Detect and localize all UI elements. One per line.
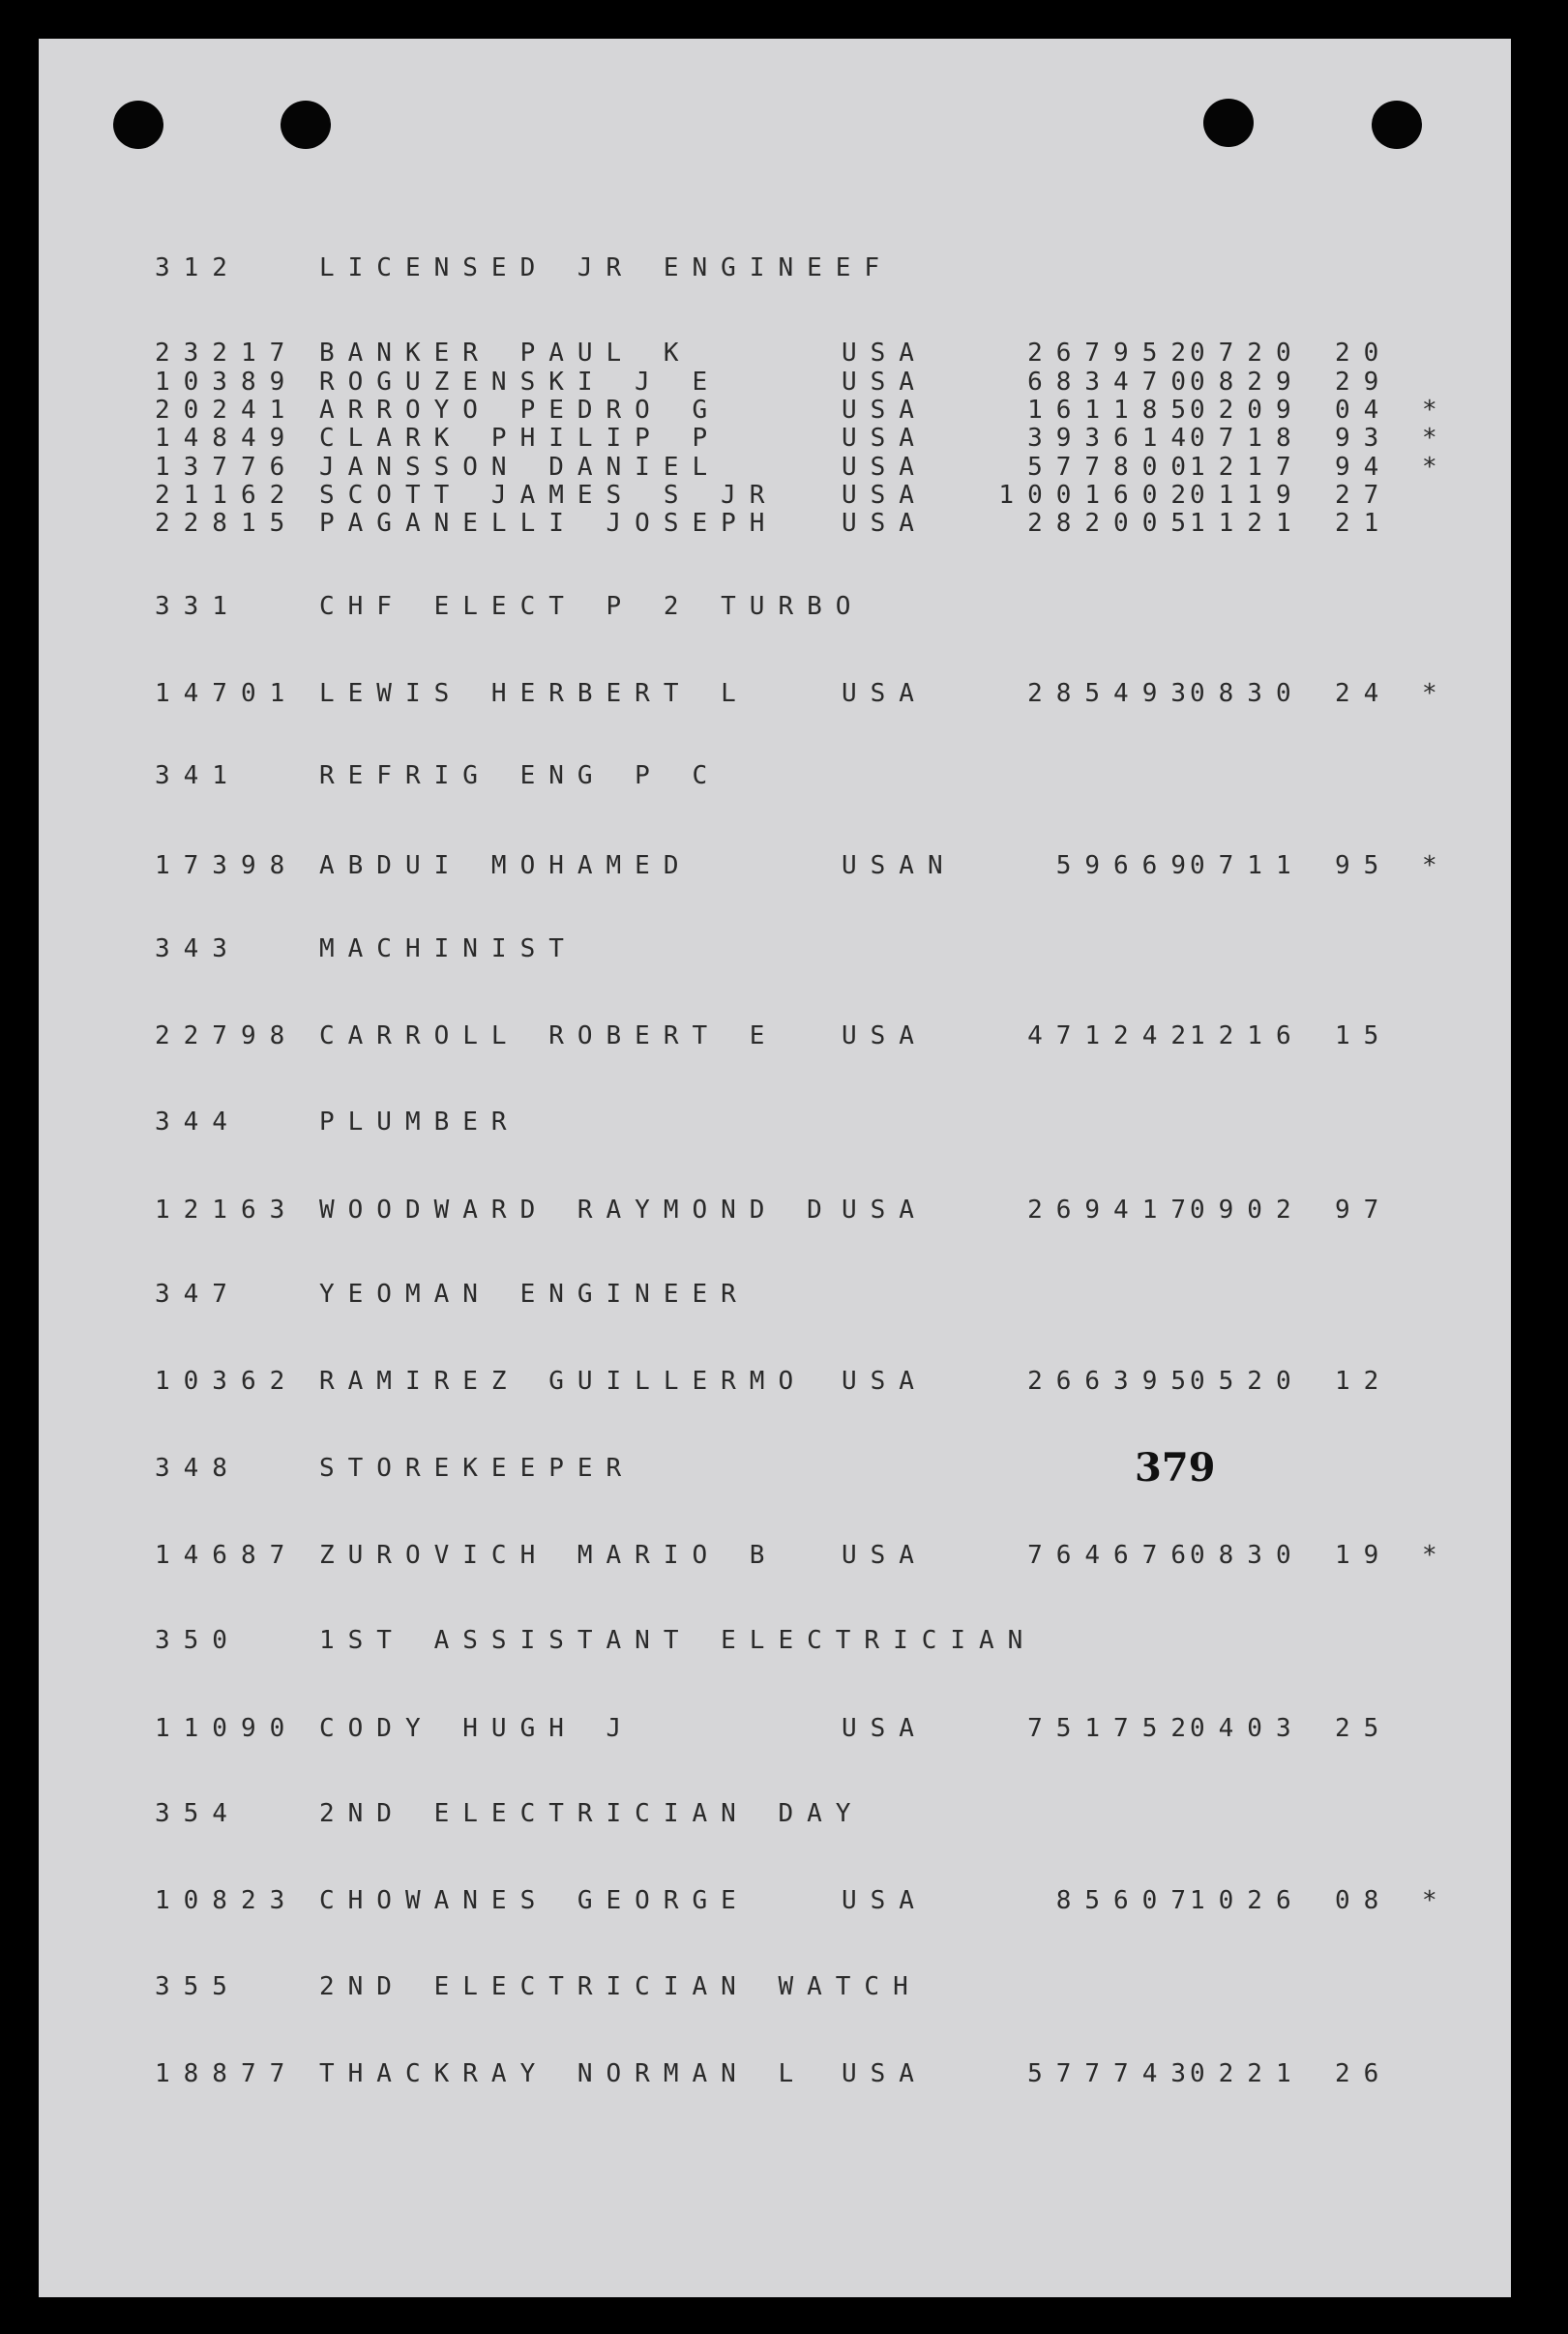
section-header bbox=[39, 761, 1511, 794]
value-code: 12 bbox=[1335, 1367, 1393, 1396]
value-code: 24 bbox=[1335, 679, 1393, 708]
date-code: 0221 bbox=[1190, 2059, 1305, 2088]
crew-row bbox=[39, 1021, 1511, 1054]
crew-id: 21162 bbox=[155, 481, 299, 510]
nationality: USA bbox=[842, 509, 928, 538]
value-code: 26 bbox=[1335, 2059, 1393, 2088]
asterisk-mark: * bbox=[1422, 1886, 1437, 1915]
document-number: 161185 bbox=[1027, 396, 1199, 425]
document-number: 577800 bbox=[1027, 453, 1199, 482]
crew-id: 23217 bbox=[155, 339, 299, 368]
asterisk-mark: * bbox=[1422, 453, 1437, 482]
value-code: 29 bbox=[1335, 368, 1393, 397]
crew-name: WOODWARD RAYMOND D bbox=[319, 1196, 836, 1225]
document-number: 471242 bbox=[1027, 1021, 1199, 1050]
value-code: 15 bbox=[1335, 1021, 1393, 1050]
crew-row bbox=[39, 1541, 1511, 1574]
crew-id: 18877 bbox=[155, 2059, 299, 2088]
nationality: USA bbox=[842, 396, 928, 425]
job-title: STOREKEEPER bbox=[319, 1454, 636, 1483]
section-header bbox=[39, 253, 1511, 286]
value-code: 97 bbox=[1335, 1196, 1393, 1225]
job-title: LICENSED JR ENGINEEF bbox=[319, 253, 894, 282]
nationality: USA bbox=[842, 1714, 928, 1743]
nationality: USA bbox=[842, 368, 928, 397]
section-header bbox=[39, 1626, 1511, 1659]
punch-hole-4 bbox=[1372, 101, 1422, 149]
nationality: USA bbox=[842, 1196, 928, 1225]
crew-name: JANSSON DANIEL bbox=[319, 453, 722, 482]
job-code: 347 bbox=[155, 1280, 241, 1309]
asterisk-mark: * bbox=[1422, 679, 1437, 708]
value-code: 94 bbox=[1335, 453, 1393, 482]
date-code: 1217 bbox=[1190, 453, 1305, 482]
crew-name: LEWIS HERBERT L bbox=[319, 679, 750, 708]
crew-name: CLARK PHILIP P bbox=[319, 424, 722, 453]
crew-name: SCOTT JAMES S JR bbox=[319, 481, 779, 510]
crew-id: 10362 bbox=[155, 1367, 299, 1396]
section-header bbox=[39, 1108, 1511, 1140]
date-code: 0711 bbox=[1190, 851, 1305, 880]
document-number: 282005 bbox=[1027, 509, 1199, 538]
value-code: 19 bbox=[1335, 1541, 1393, 1570]
crew-row bbox=[39, 679, 1511, 712]
document-number: 1001602 bbox=[998, 481, 1199, 510]
document-page bbox=[39, 39, 1511, 2297]
nationality: USA bbox=[842, 679, 928, 708]
document-number: 269417 bbox=[1027, 1196, 1199, 1225]
job-code: 348 bbox=[155, 1454, 241, 1483]
crew-id: 14849 bbox=[155, 424, 299, 453]
date-code: 0830 bbox=[1190, 1541, 1305, 1570]
crew-id: 22815 bbox=[155, 509, 299, 538]
job-title: REFRIG ENG P C bbox=[319, 761, 722, 790]
crew-name: PAGANELLI JOSEPH bbox=[319, 509, 779, 538]
asterisk-mark: * bbox=[1422, 396, 1437, 425]
job-title: YEOMAN ENGINEER bbox=[319, 1280, 750, 1309]
crew-id: 13776 bbox=[155, 453, 299, 482]
crew-row bbox=[39, 339, 1511, 371]
crew-row bbox=[39, 424, 1511, 457]
section-header bbox=[39, 592, 1511, 625]
job-code: 344 bbox=[155, 1108, 241, 1137]
asterisk-mark: * bbox=[1422, 851, 1437, 880]
asterisk-mark: * bbox=[1422, 424, 1437, 453]
date-code: 0720 bbox=[1190, 339, 1305, 368]
value-code: 95 bbox=[1335, 851, 1393, 880]
document-number: 577743 bbox=[1027, 2059, 1199, 2088]
crew-id: 14701 bbox=[155, 679, 299, 708]
punch-hole-2 bbox=[281, 101, 331, 149]
job-code: 350 bbox=[155, 1626, 241, 1655]
document-number: 266395 bbox=[1027, 1367, 1199, 1396]
value-code: 04 bbox=[1335, 396, 1393, 425]
date-code: 0119 bbox=[1190, 481, 1305, 510]
document-number: 683470 bbox=[1027, 368, 1199, 397]
nationality: USA bbox=[842, 2059, 928, 2088]
date-code: 0209 bbox=[1190, 396, 1305, 425]
date-code: 0902 bbox=[1190, 1196, 1305, 1225]
document-number: 85607 bbox=[1055, 1886, 1199, 1915]
crew-row bbox=[39, 1886, 1511, 1919]
value-code: 21 bbox=[1335, 509, 1393, 538]
section-header bbox=[39, 1799, 1511, 1832]
crew-name: BANKER PAUL K bbox=[319, 339, 693, 368]
crew-row bbox=[39, 1367, 1511, 1400]
crew-id: 17398 bbox=[155, 851, 299, 880]
crew-id: 10389 bbox=[155, 368, 299, 397]
crew-name: CODY HUGH J bbox=[319, 1714, 636, 1743]
job-code: 354 bbox=[155, 1799, 241, 1828]
value-code: 27 bbox=[1335, 481, 1393, 510]
document-number: 751752 bbox=[1027, 1714, 1199, 1743]
crew-id: 20241 bbox=[155, 396, 299, 425]
date-code: 0829 bbox=[1190, 368, 1305, 397]
asterisk-mark: * bbox=[1422, 1541, 1437, 1570]
document-number: 764676 bbox=[1027, 1541, 1199, 1570]
crew-name: CHOWANES GEORGE bbox=[319, 1886, 750, 1915]
nationality: USA bbox=[842, 1367, 928, 1396]
crew-row bbox=[39, 851, 1511, 884]
value-code: 93 bbox=[1335, 424, 1393, 453]
crew-id: 11090 bbox=[155, 1714, 299, 1743]
date-code: 0403 bbox=[1190, 1714, 1305, 1743]
nationality: USA bbox=[842, 481, 928, 510]
date-code: 0830 bbox=[1190, 679, 1305, 708]
page-number-stamp: 379 bbox=[1135, 1445, 1216, 1491]
section-header bbox=[39, 1280, 1511, 1313]
date-code: 1121 bbox=[1190, 509, 1305, 538]
job-code: 355 bbox=[155, 1972, 241, 2001]
crew-name: ROGUZENSKI J E bbox=[319, 368, 722, 397]
nationality: USA bbox=[842, 453, 928, 482]
job-code: 331 bbox=[155, 592, 241, 621]
job-title: MACHINIST bbox=[319, 934, 577, 963]
job-title: CHF ELECT P 2 TURBO bbox=[319, 592, 865, 621]
document-number: 393614 bbox=[1027, 424, 1199, 453]
punch-hole-1 bbox=[113, 101, 163, 149]
document-number: 267952 bbox=[1027, 339, 1199, 368]
nationality: USA bbox=[842, 424, 928, 453]
crew-name: THACKRAY NORMAN L bbox=[319, 2059, 808, 2088]
crew-id: 14687 bbox=[155, 1541, 299, 1570]
section-header bbox=[39, 934, 1511, 967]
job-title: PLUMBER bbox=[319, 1108, 520, 1137]
value-code: 20 bbox=[1335, 339, 1393, 368]
date-code: 1216 bbox=[1190, 1021, 1305, 1050]
document-number: 285493 bbox=[1027, 679, 1199, 708]
value-code: 08 bbox=[1335, 1886, 1393, 1915]
section-header bbox=[39, 1972, 1511, 2005]
nationality: USAN bbox=[842, 851, 957, 880]
crew-row bbox=[39, 1714, 1511, 1747]
date-code: 1026 bbox=[1190, 1886, 1305, 1915]
job-code: 343 bbox=[155, 934, 241, 963]
nationality: USA bbox=[842, 339, 928, 368]
job-title: 1ST ASSISTANT ELECTRICIAN bbox=[319, 1626, 1037, 1655]
crew-row bbox=[39, 509, 1511, 542]
date-code: 0520 bbox=[1190, 1367, 1305, 1396]
crew-name: ABDUI MOHAMED bbox=[319, 851, 693, 880]
section-header bbox=[39, 1454, 1511, 1487]
punch-hole-3 bbox=[1203, 99, 1254, 147]
crew-name: CARROLL ROBERT E bbox=[319, 1021, 779, 1050]
crew-row bbox=[39, 2059, 1511, 2092]
crew-name: ARROYO PEDRO G bbox=[319, 396, 722, 425]
date-code: 0718 bbox=[1190, 424, 1305, 453]
nationality: USA bbox=[842, 1021, 928, 1050]
value-code: 25 bbox=[1335, 1714, 1393, 1743]
job-title: 2ND ELECTRICIAN WATCH bbox=[319, 1972, 922, 2001]
crew-id: 12163 bbox=[155, 1196, 299, 1225]
crew-id: 10823 bbox=[155, 1886, 299, 1915]
nationality: USA bbox=[842, 1541, 928, 1570]
crew-row bbox=[39, 1196, 1511, 1228]
crew-name: RAMIREZ GUILLERMO bbox=[319, 1367, 808, 1396]
crew-name: ZUROVICH MARIO B bbox=[319, 1541, 779, 1570]
job-code: 341 bbox=[155, 761, 241, 790]
job-code: 312 bbox=[155, 253, 241, 282]
job-title: 2ND ELECTRICIAN DAY bbox=[319, 1799, 865, 1828]
document-number: 59669 bbox=[1055, 851, 1199, 880]
crew-id: 22798 bbox=[155, 1021, 299, 1050]
nationality: USA bbox=[842, 1886, 928, 1915]
